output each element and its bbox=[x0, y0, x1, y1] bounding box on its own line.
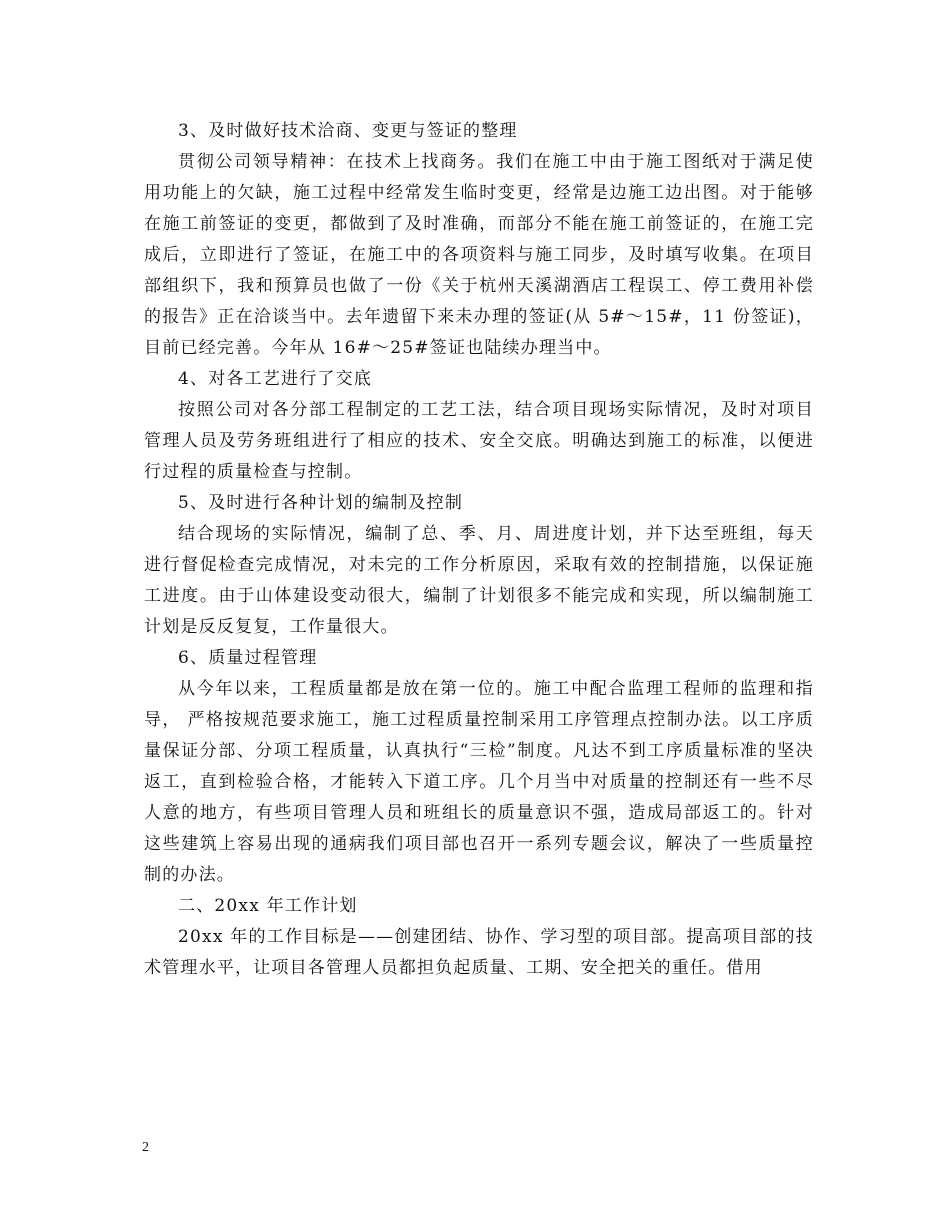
page-number: 2 bbox=[142, 1140, 149, 1155]
section-heading-3: 3、及时做好技术洽商、变更与签证的整理 bbox=[178, 121, 518, 141]
paragraph-process-briefing: 按照公司对各分部工程制定的工艺工法，结合项目现场实际情况，及时对项目管理人员及劳务班组进行了相应的技术、安全交底。明确达到施工的标准，以便进行过程的质量检查与控制。 bbox=[144, 400, 814, 482]
paragraph-schedule-planning: 结合现场的实际情况，编制了总、季、月、周进度计划，并下达至班组，每天进行督促检查完成情况，对未完的工作分析原因，采取有效的控制措施，以保证施工进度。由于山体建设变动很大，编制了计划很多不能完成和实现，所以编制施工计划是反反复复，工作量很大。 bbox=[144, 524, 814, 637]
paragraph-work-goals: 20xx 年的工作目标是——创建团结、协作、学习型的项目部。提高项目部的技术管理水平，让项目各管理人员都担负起质量、工期、安全把关的重任。借用 bbox=[144, 927, 814, 978]
section-heading-5: 5、及时进行各种计划的编制及控制 bbox=[178, 493, 464, 513]
section-heading-work-plan: 二、20xx 年工作计划 bbox=[178, 896, 358, 916]
paragraph-quality-management: 从今年以来，工程质量都是放在第一位的。施工中配合监理工程师的监理和指导， 严格按规范要求施工，施工过程质量控制采用工序管理点控制办法。以工序质量保证分部、分项工程质量，认真执行“三检”制度。凡达不到工序质量标准的坚决返工，直到检验合格，才能转入下道工序。几个月当中对质量的控制还有一些不尽人意的地方，有些项目管理人员和班组长的质量意识不强，造成局部返工的。针对这些建筑上容易出现的通病我们项目部也召开一系列专题会议，解决了一些质量控制的办法。 bbox=[144, 679, 814, 885]
section-heading-6: 6、质量过程管理 bbox=[178, 648, 318, 668]
paragraph-tech-negotiation: 贯彻公司领导精神：在技术上找商务。我们在施工中由于施工图纸对于满足使用功能上的欠缺，施工过程中经常发生临时变更，经常是边施工边出图。对于能够在施工前签证的变更，都做到了及时准确，而部分不能在施工前签证的，在施工完成后，立即进行了签证，在施工中的各项资料与施工同步，及时填写收集。在项目部组织下，我和预算员也做了一份《关于杭州天溪湖酒店工程误工、停工费用补偿的报告》正在洽谈当中。去年遗留下来未办理的签证(从 5#～15#，11 份签证)，目前已经完善。今年从 16#～25#签证也陆续办理当中。 bbox=[144, 152, 814, 358]
document-body bbox=[144, 116, 814, 984]
section-heading-4: 4、对各工艺进行了交底 bbox=[178, 369, 373, 389]
